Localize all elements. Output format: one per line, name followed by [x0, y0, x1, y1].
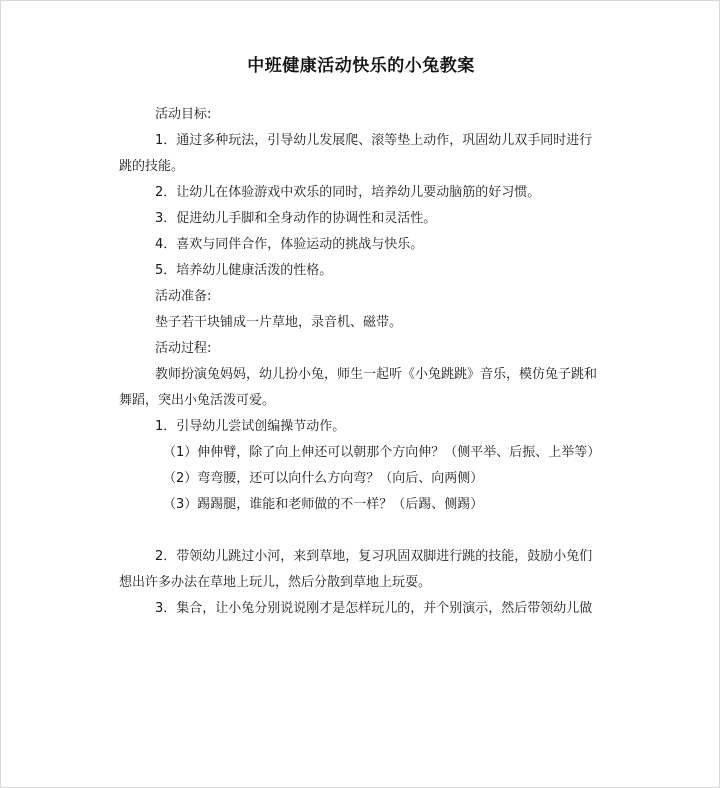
process-substep: （2）弯弯腰，还可以向什么方向弯？（向后、向两侧） [163, 471, 484, 486]
document-body [119, 102, 601, 622]
process-substep: （1）伸伸臂，除了向上伸还可以朝那个方向伸？（侧平举、后振、上举等） [163, 445, 601, 460]
goals-heading: 活动目标: [155, 107, 212, 122]
process-step-2: 2．带领幼儿跳过小河，来到草地，复习巩固双脚进行跳的技能，鼓励小兔们想出许多办法在草地上玩儿，然后分散到草地上玩耍。 [119, 549, 593, 590]
process-step-3: 3．集合，让小兔分别说说刚才是怎样玩儿的，并个别演示，然后带领幼儿做 [155, 601, 593, 616]
document-title: 中班健康活动快乐的小兔教案 [247, 56, 475, 76]
goal-item: 4．喜欢与同伴合作，体验运动的挑战与快乐。 [155, 237, 424, 252]
process-substep: （3）踢踢腿，谁能和老师做的不一样？（后踢、侧踢） [163, 497, 484, 512]
goal-item: 5．培养幼儿健康活泼的性格。 [155, 263, 333, 278]
prep-heading: 活动准备: [155, 289, 212, 304]
goal-item: 2．让幼儿在体验游戏中欢乐的同时，培养幼儿要动脑筋的好习惯。 [155, 185, 541, 200]
process-intro: 教师扮演兔妈妈，幼儿扮小兔，师生一起听《小兔跳跳》音乐，模仿兔子跳和舞蹈，突出小兔活泼可爱。 [119, 367, 598, 408]
process-heading: 活动过程: [155, 341, 212, 356]
goal-item: 3．促进幼儿手脚和全身动作的协调性和灵活性。 [155, 211, 437, 226]
goal-item: 1．通过多种玩法，引导幼儿发展爬、滚等垫上动作，巩固幼儿双手同时进行跳的技能。 [119, 133, 593, 174]
blank-line [119, 518, 597, 544]
process-step-1: 1．引导幼儿尝试创编操节动作。 [155, 419, 346, 434]
prep-text: 垫子若干块铺成一片草地，录音机、磁带。 [155, 315, 403, 330]
